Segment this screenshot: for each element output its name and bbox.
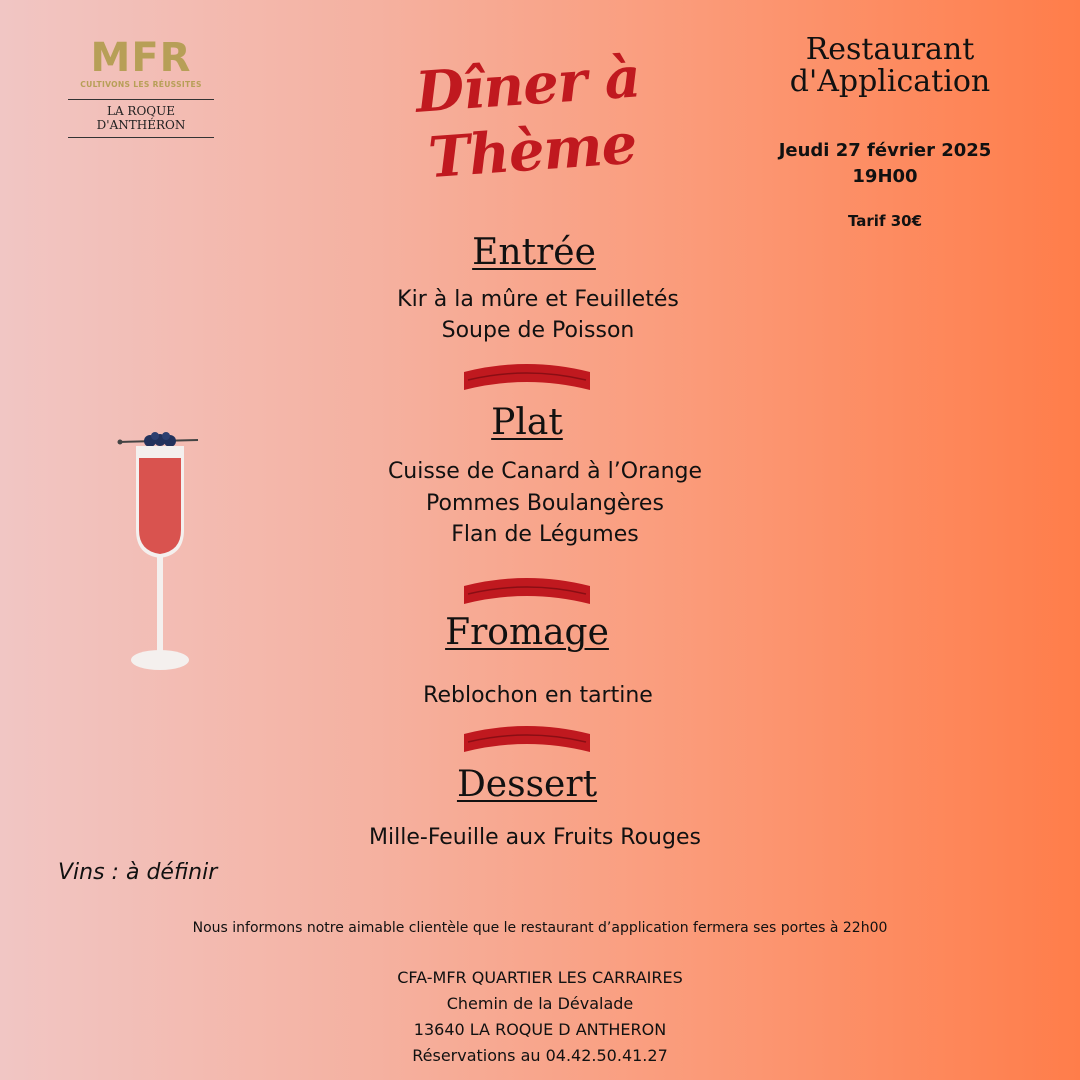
champagne-glass-icon <box>110 430 210 680</box>
logo-location: LA ROQUE D'ANTHÉRON <box>96 104 186 132</box>
logo-tagline: CULTIVONS LES RÉUSSITES <box>80 80 202 89</box>
page-title: Dîner à Thème <box>413 44 642 192</box>
restaurant-name <box>770 34 1010 98</box>
dish-entree-1: Kir à la mûre et Feuilletés <box>397 287 679 312</box>
closing-notice: Nous informons notre aimable clientèle que le restaurant d’application fermera ses portes à 22h00 <box>192 920 888 936</box>
dish-plat-3: Flan de Légumes <box>451 522 639 547</box>
event-price: Tarif 30€ <box>847 212 923 230</box>
restaurant-line-2: d'Application <box>789 64 991 99</box>
dish-dessert-1: Mille-Feuille aux Fruits Rouges <box>369 825 701 850</box>
footer-reservations: Réservations au 04.42.50.41.27 <box>412 1046 668 1065</box>
footer-line-1: CFA-MFR QUARTIER LES CARRAIRES <box>397 968 683 987</box>
footer-address <box>290 965 790 1069</box>
course-title-dessert: Dessert <box>456 764 598 805</box>
logo-brand: MFR <box>90 35 192 81</box>
course-title-fromage: Fromage <box>445 612 609 653</box>
dish-plat-1: Cuisse de Canard à l’Orange <box>387 459 703 484</box>
logo-divider-bottom <box>68 137 214 138</box>
wines-note: Vins : à définir <box>58 860 218 885</box>
divider-ribbon-icon <box>462 576 592 606</box>
dish-entree-2: Soupe de Poisson <box>441 318 635 343</box>
restaurant-line-1: Restaurant <box>805 32 975 67</box>
course-title-plat: Plat <box>491 402 563 443</box>
dish-fromage-1: Reblochon en tartine <box>423 683 653 708</box>
divider-ribbon-icon <box>462 724 592 754</box>
mfr-logo <box>68 35 214 138</box>
footer-line-3: 13640 LA ROQUE D ANTHERON <box>413 1020 667 1039</box>
dish-plat-2: Pommes Boulangères <box>426 491 664 516</box>
divider-ribbon-icon <box>462 362 592 392</box>
footer-line-2: Chemin de la Dévalade <box>446 994 634 1013</box>
event-time: 19H00 <box>852 166 918 187</box>
course-title-entree: Entrée <box>472 232 596 273</box>
event-datetime <box>760 138 1010 190</box>
event-date: Jeudi 27 février 2025 <box>778 140 992 161</box>
